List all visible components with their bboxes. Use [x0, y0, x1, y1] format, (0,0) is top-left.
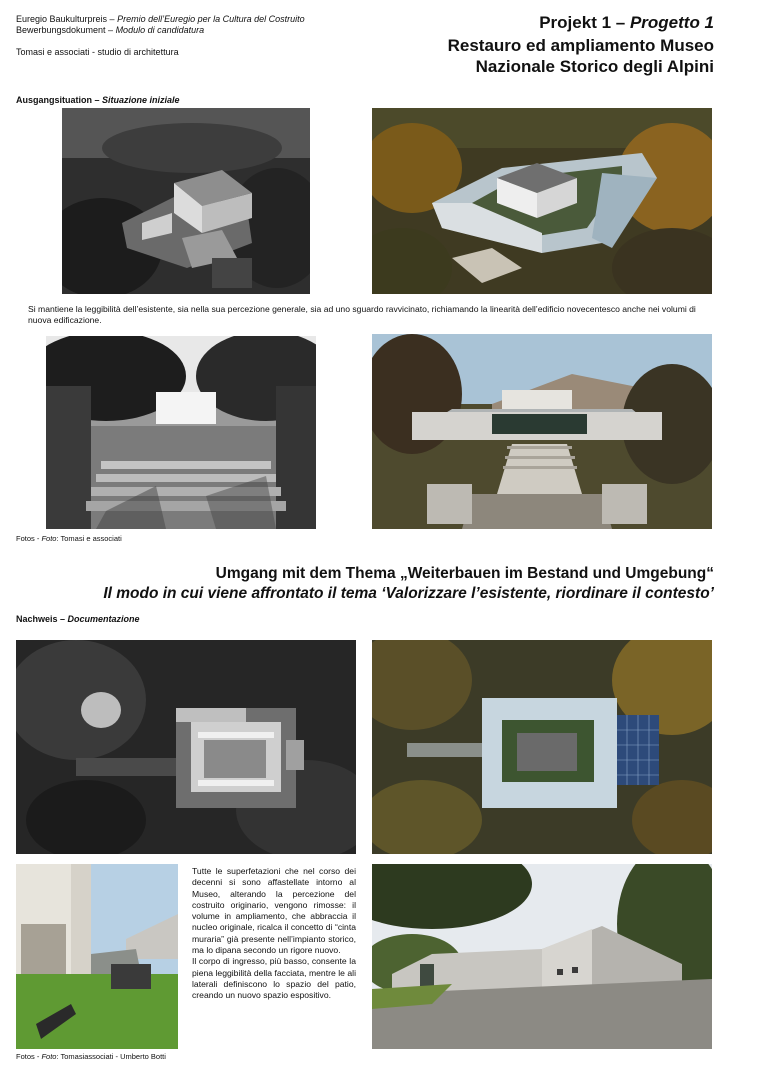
documentation-text — [192, 866, 356, 1002]
photo-topview-bw — [16, 640, 356, 854]
credit1-suffix: : Tomasi e associati — [56, 534, 122, 543]
credit2-prefix: Fotos - — [16, 1052, 42, 1061]
documentation-paragraph-1: Tutte le superfetazioni che nel corso dei decenni si sono affastellate intorno al Museo, alterando la percezione del costruito originario, vengono rimosse: il volume in ampliamento, che abbraccia il nucleo originale, ricalca il concetto di “cinta muraria” già presente nell’impianto storico, ma lo dipana secondo un rigore nuovo. — [192, 866, 356, 956]
documentation-paragraph-2: Il corpo di ingresso, più basso, consente la piena leggibilità della facciata, mentre le ali laterali definiscono lo spazio del patio, creando un nuovo spazio espositivo. — [192, 956, 356, 1001]
section-documentation-label — [16, 613, 140, 625]
photo-entrance-color — [372, 334, 712, 529]
photo-topview-color — [372, 640, 712, 854]
theme-heading-de: Umgang mit dem Thema „Weiterbauen im Bestand und Umgebung“ — [215, 565, 714, 582]
award-de: Euregio Baukulturpreis – — [16, 14, 118, 24]
project-de: Projekt 1 – — [539, 13, 630, 32]
photo-aerial-color — [372, 108, 712, 294]
project-it: Progetto 1 — [629, 13, 714, 32]
document-line — [16, 24, 204, 36]
credit2-suffix: : Tomasiassociati - Umberto Botti — [56, 1052, 166, 1061]
theme-heading-it: Il modo in cui viene affrontato il tema ‘Valorizzare l’esistente, riordinare il contesto’ — [103, 585, 714, 602]
section-documentation-credit — [16, 1052, 166, 1061]
credit1-prefix: Fotos - — [16, 534, 42, 543]
section1-label-it: Situazione iniziale — [102, 95, 180, 105]
photo-courtyard — [16, 864, 178, 1049]
project-title-line1: Restauro ed ampliamento Museo — [447, 36, 714, 55]
section2-label-it: Documentazione — [67, 614, 140, 624]
award-it: Premio dell’Euregio per la Cultura del Costruito — [117, 14, 305, 24]
project-number — [314, 12, 714, 33]
photo-entrance-bw — [46, 336, 316, 529]
doc-de: Bewerbungsdokument – — [16, 25, 116, 35]
photo-aerial-bw — [62, 108, 310, 294]
photo-exterior-extension — [372, 864, 712, 1049]
section-initial-credit — [16, 534, 122, 543]
section-initial-label — [16, 94, 180, 106]
credit2-it: Foto — [41, 1052, 57, 1061]
project-title-line2: Nazionale Storico degli Alpini — [475, 57, 714, 76]
studio-name: Tomasi e associati - studio di architettura — [16, 47, 179, 57]
section1-label-de: Ausgangsituation – — [16, 95, 103, 105]
credit1-it: Foto — [41, 534, 57, 543]
section-initial-description: Si mantiene la leggibilità dell’esistente, sia nella sua percezione generale, sia ad uno sguardo ravvicinato, richiamando la linearità dell’edificio novecentesco anche nei volumi di nuova edificazione. — [28, 304, 696, 326]
doc-it: Modulo di candidatura — [115, 25, 205, 35]
section2-label-de: Nachweis – — [16, 614, 68, 624]
